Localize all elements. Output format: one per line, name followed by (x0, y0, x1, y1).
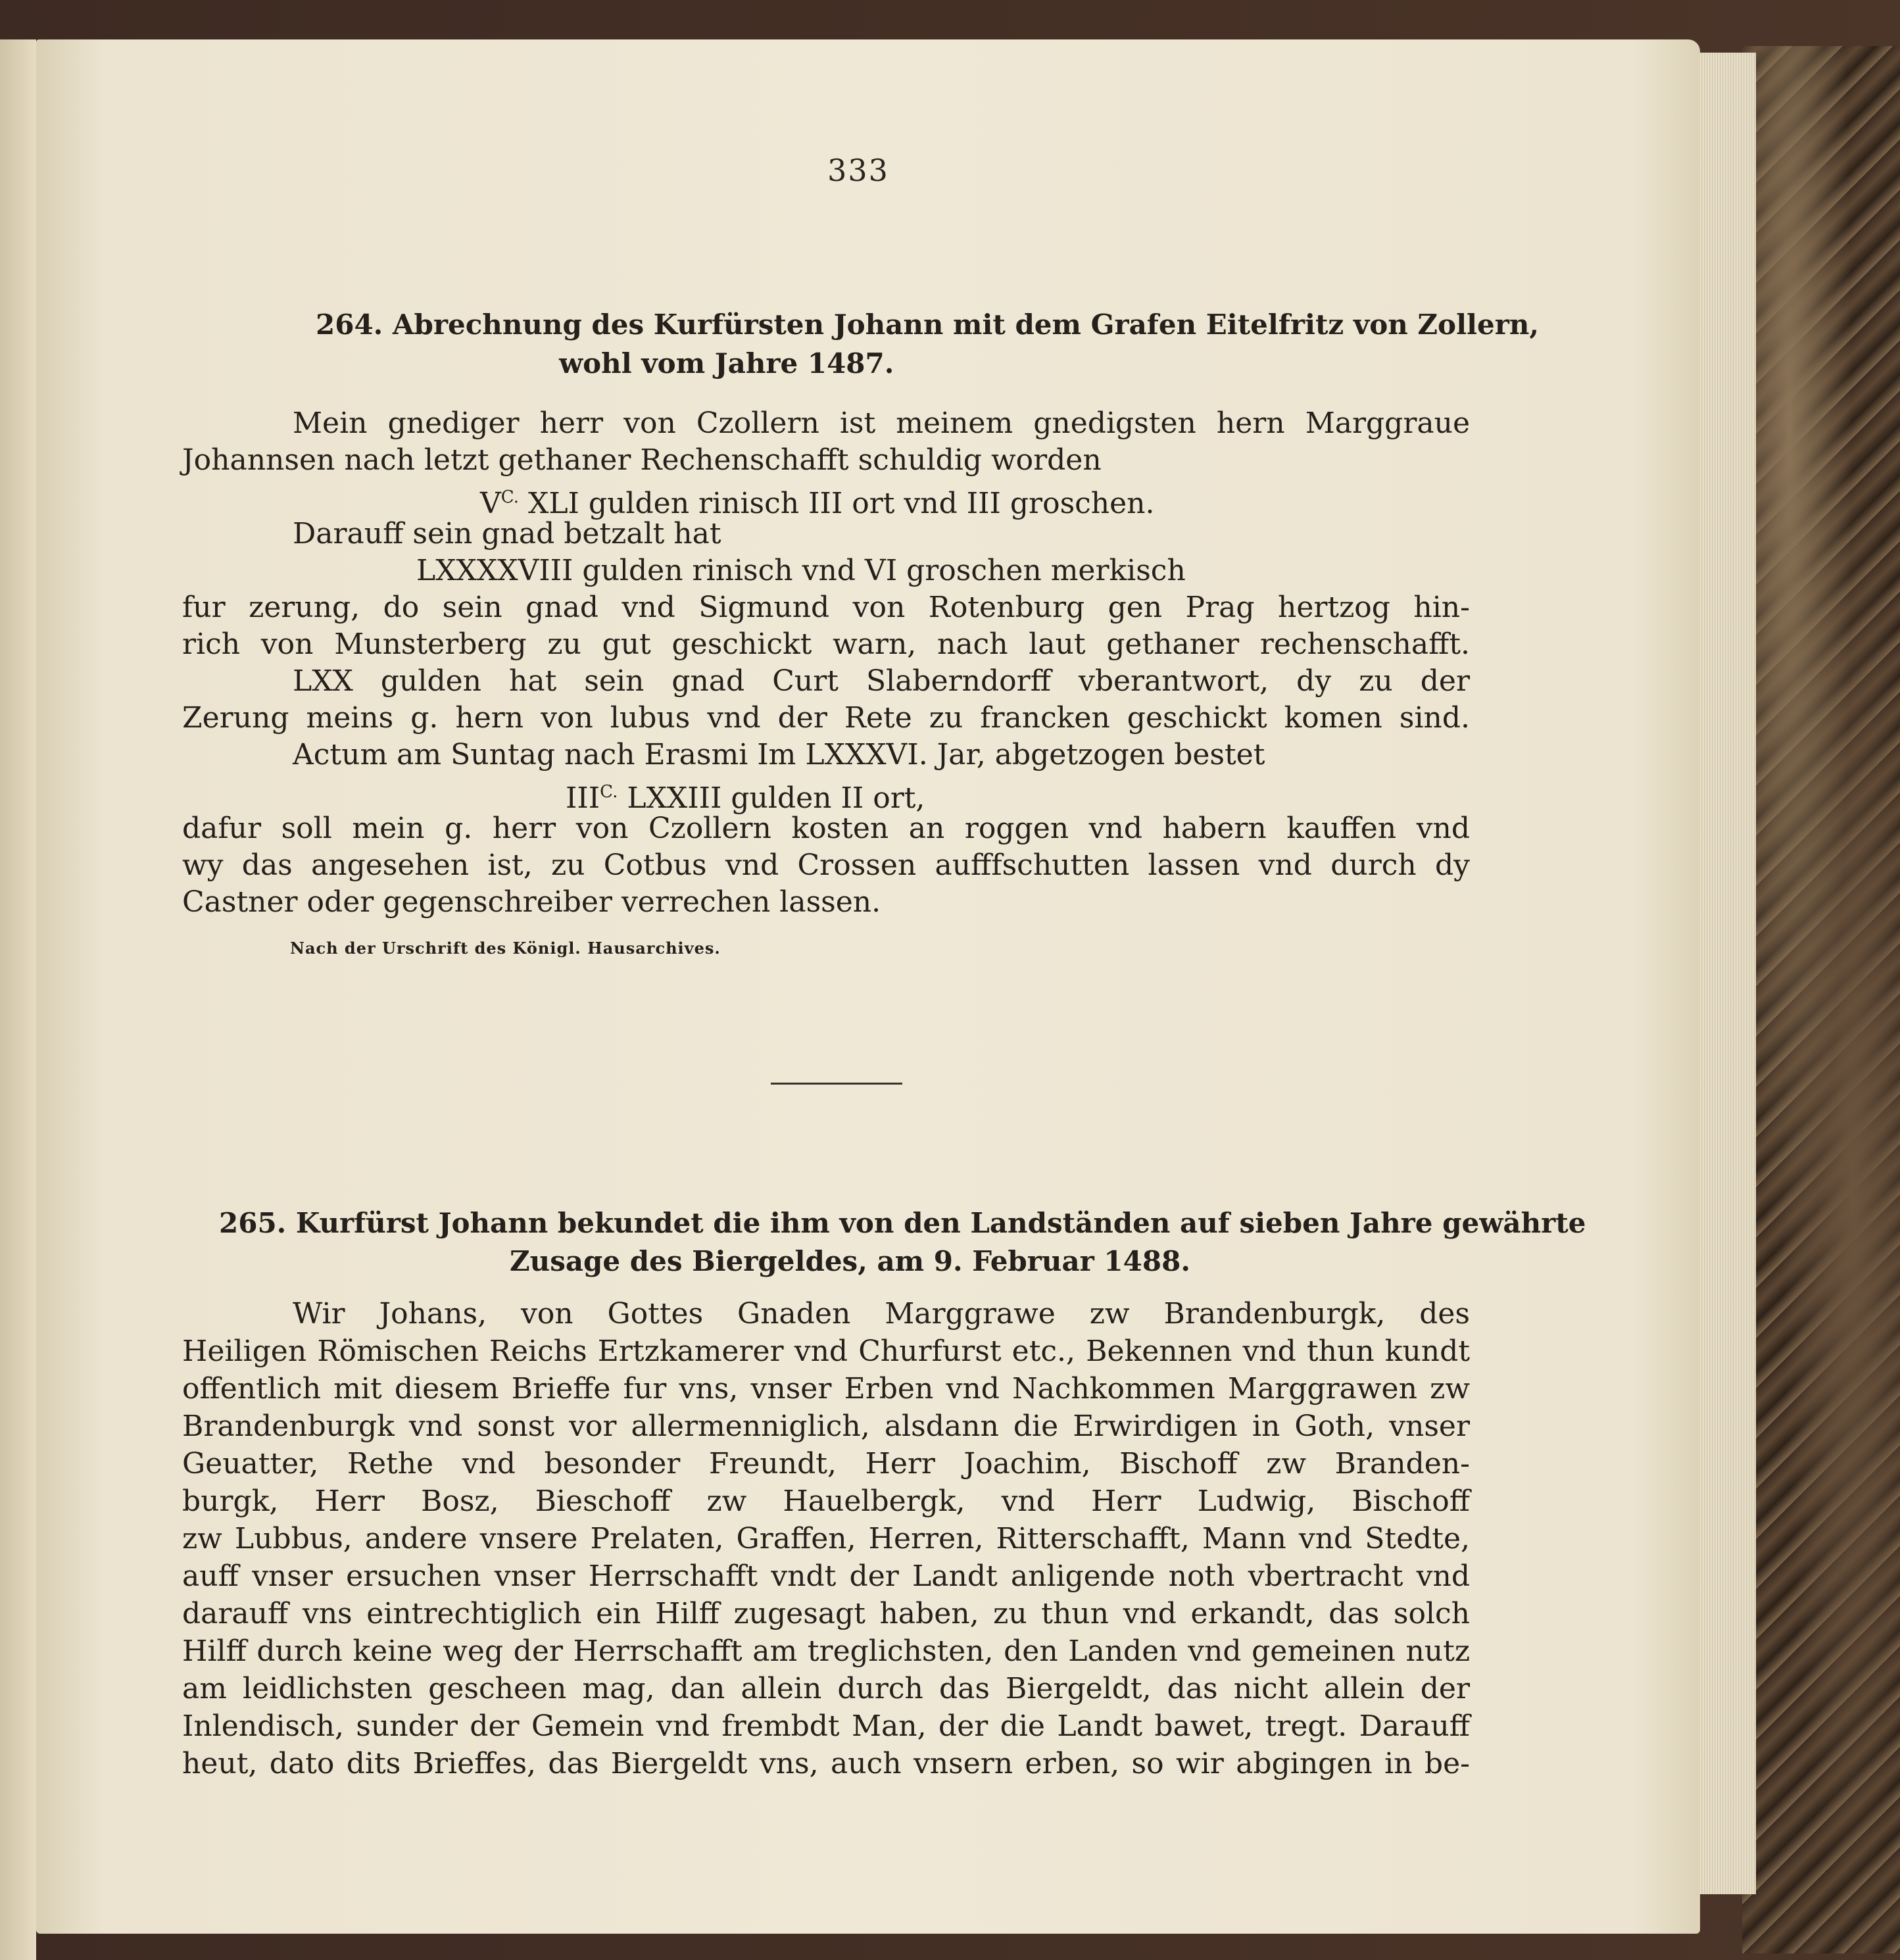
doc264-line: Actum am Suntag nach Erasmi Im LXXXVI. Jar, abgetzogen bestet (293, 738, 1265, 772)
doc265-line: Hilff durch keine weg der Herrschafft am treglichsten, den Landen vnd gemeinen nutz (182, 1634, 1470, 1668)
doc265-line: offentlich mit diesem Brieffe fur vns, vnser Erben vnd Nachkommen Marggrawen zw (182, 1372, 1470, 1406)
doc264-line: fur zerung, do sein gnad vnd Sigmund von Rotenburg gen Prag hertzog hin- (182, 591, 1470, 624)
source-note: Nach der Urschrift des Königl. Hausarchives. (290, 939, 721, 958)
doc265-line: Brandenburgk vnd sonst vor allermenniglich, alsdann die Erwirdigen in Goth, vnser (182, 1409, 1470, 1443)
doc265-line: Geuatter, Rethe vnd besonder Freundt, Herr Joachim, Bischoff zw Branden- (182, 1447, 1470, 1481)
doc265-line: Heiligen Römischen Reichs Ertzkamerer vnd Churfurst etc., Bekennen vnd thun kundt (182, 1335, 1470, 1368)
doc265-heading-line2: Zusage des Biergeldes, am 9. Februar 1488. (510, 1245, 1190, 1277)
doc265-line: Inlendisch, sunder der Gemein vnd frembdt Man, der die Landt bawet, tregt. Darauff (182, 1709, 1470, 1743)
doc265-number: 265. (219, 1207, 287, 1239)
marbled-cover (1742, 46, 1900, 1953)
amount-text: XLI gulden rinisch III ort vnd III groschen. (519, 487, 1155, 520)
doc264-line: Zerung meins g. hern von lubus vnd der Rete zu francken geschickt komen sind. (182, 701, 1470, 735)
doc265-line: heut, dato dits Brieffes, das Biergeldt vns, auch vnsern erben, so wir abgingen in be- (182, 1747, 1470, 1780)
doc265-line: burgk, Herr Bosz, Bieschoff zw Hauelbergk, vnd Herr Ludwig, Bischoff (182, 1484, 1470, 1518)
doc264-line: LXXXXVIII gulden rinisch vnd VI groschen merkisch (416, 554, 1186, 587)
doc264-heading-line2: wohl vom Jahre 1487. (559, 347, 894, 380)
doc264-heading-line1 (316, 306, 1539, 343)
hundreds-mark: C. (500, 487, 520, 507)
doc265-line: auff vnser ersuchen vnser Herrschafft vndt der Landt anligende noth vbertracht vnd (182, 1559, 1470, 1593)
doc264-line: Johannsen nach letzt gethaner Rechenschafft schuldig worden (182, 443, 1102, 477)
doc265-heading-line1 (219, 1205, 1586, 1242)
section-divider (771, 1083, 902, 1085)
left-page-edge (0, 39, 36, 1960)
doc264-line: dafur soll mein g. herr von Czollern kosten an roggen vnd habern kauffen vnd (182, 812, 1470, 845)
doc264-line: rich von Munsterberg zu gut geschickt warn, nach laut gethaner rechenschafft. (182, 627, 1470, 661)
doc264-number: 264. (316, 308, 383, 341)
roman-numeral: III (566, 781, 600, 815)
doc264-line: LXX gulden hat sein gnad Curt Slaberndorff vberantwort, dy zu der (293, 664, 1470, 698)
page-number: 333 (827, 153, 889, 188)
doc265-line: Wir Johans, von Gottes Gnaden Marggrawe zw Brandenburgk, des (293, 1297, 1470, 1331)
doc265-line: zw Lubbus, andere vnsere Prelaten, Graffen, Herren, Ritterschafft, Mann vnd Stedte, (182, 1522, 1470, 1556)
doc264-line: Darauff sein gnad betzalt hat (293, 517, 721, 551)
doc264-heading-text: Abrechnung des Kurfürsten Johann mit dem Grafen Eitelfritz von Zollern, (392, 308, 1539, 341)
doc265-line: am leidlichsten gescheen mag, dan allein durch das Biergeldt, das nicht allein der (182, 1672, 1470, 1705)
roman-numeral: V (480, 487, 501, 520)
doc265-heading-text: Kurfürst Johann bekundet die ihm von den Landständen auf sieben Jahre gewährte (295, 1207, 1586, 1239)
doc265-line: darauff vns eintrechtiglich ein Hilff zugesagt haben, zu thun vnd erkandt, das solch (182, 1597, 1470, 1630)
hundreds-mark: C. (600, 782, 618, 802)
doc264-line: wy das angesehen ist, zu Cotbus vnd Crossen aufffschutten lassen vnd durch dy (182, 848, 1470, 882)
book-page (36, 39, 1700, 1934)
amount-text: LXXIII gulden II ort, (618, 781, 925, 815)
doc264-line: Mein gnediger herr von Czollern ist meinem gnedigsten hern Marggraue (293, 406, 1470, 440)
doc264-line: Castner oder gegenschreiber verrechen lassen. (182, 885, 881, 919)
